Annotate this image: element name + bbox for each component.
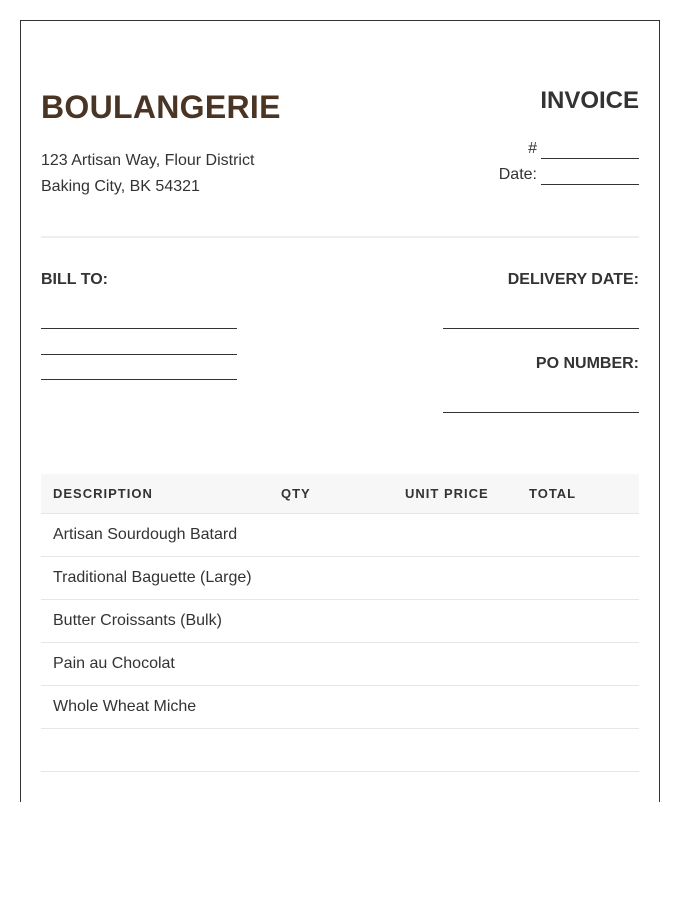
invoice-date-blank[interactable] — [541, 168, 639, 185]
invoice-sheet — [20, 20, 660, 802]
invoice-number-line — [528, 139, 639, 159]
header-divider — [41, 236, 639, 238]
table-row — [41, 600, 639, 643]
item-description: Butter Croissants (Bulk) — [53, 612, 222, 629]
delivery-date-line[interactable] — [443, 328, 639, 329]
column-header-qty: QTY — [281, 486, 311, 501]
table-row-empty — [41, 729, 639, 772]
table-header — [41, 474, 639, 514]
column-header-description: DESCRIPTION — [53, 486, 153, 501]
invoice-date-label: Date: — [498, 166, 537, 183]
bill-to-line-1[interactable] — [41, 328, 237, 329]
column-header-total: TOTAL — [529, 486, 577, 501]
invoice-number-label: # — [528, 140, 537, 157]
company-name: BOULANGERIE — [41, 89, 281, 125]
item-description: Traditional Baguette (Large) — [53, 569, 252, 586]
po-number-line[interactable] — [443, 412, 639, 413]
delivery-date-label: DELIVERY DATE: — [507, 271, 639, 288]
item-description: Pain au Chocolat — [53, 655, 175, 672]
address-line-1: 123 Artisan Way, Flour District — [41, 152, 255, 169]
table-row — [41, 514, 639, 557]
invoice-content — [41, 21, 639, 802]
bill-to-line-3[interactable] — [41, 379, 237, 380]
item-description: Artisan Sourdough Batard — [53, 526, 238, 543]
invoice-title: INVOICE — [540, 87, 639, 114]
company-address — [41, 148, 254, 200]
po-number-label: PO NUMBER: — [535, 355, 639, 372]
table-row — [41, 557, 639, 600]
table-row — [41, 686, 639, 729]
invoice-number-blank[interactable] — [541, 142, 639, 159]
item-description: Whole Wheat Miche — [53, 698, 197, 715]
line-items-table — [41, 474, 639, 772]
column-header-unit-price: UNIT PRICE — [405, 486, 489, 501]
bill-to-line-2[interactable] — [41, 354, 237, 355]
table-row — [41, 643, 639, 686]
address-line-2: Baking City, BK 54321 — [41, 178, 200, 195]
bill-to-label: BILL TO: — [41, 271, 108, 288]
invoice-date-line — [499, 165, 639, 185]
